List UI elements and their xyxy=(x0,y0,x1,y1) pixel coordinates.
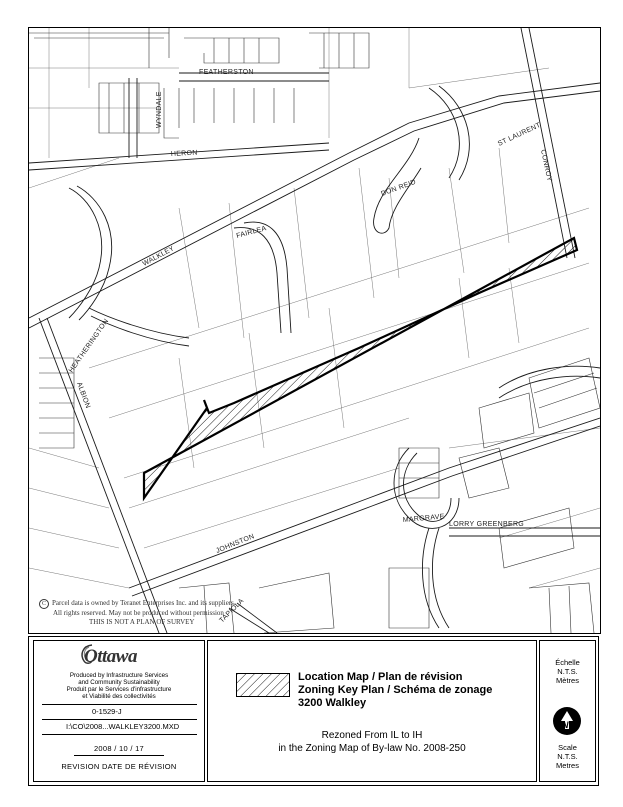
scale-french-line-3: Mètres xyxy=(556,676,579,685)
legend-title-line-3: 3200 Walkley xyxy=(298,697,367,709)
copyright-line-1: Parcel data is owned by Teranet Enterprises Inc. and its suppliers. xyxy=(52,599,236,607)
street-label-johnston: JOHNSTON xyxy=(215,533,256,555)
title-block xyxy=(28,636,599,786)
drawing-number: 0-1529-J xyxy=(92,707,122,716)
scale-french-line-2: N.T.S. xyxy=(557,667,578,676)
residential-lots xyxy=(29,28,600,633)
scale-english-line-1: Scale xyxy=(558,743,577,752)
revision-date-label: REVISION DATE DE RÉVISION xyxy=(61,762,177,771)
legend-panel xyxy=(207,640,537,782)
produit-par-line-2: et Viabilité des collectivités xyxy=(82,693,156,700)
legend-title-line-1: Location Map / Plan de révision xyxy=(298,671,463,683)
location-map xyxy=(28,27,601,634)
street-label-heatherington: HEATHERINGTON xyxy=(67,317,111,375)
street-labels xyxy=(68,69,553,624)
rezoning-note-line-1: Rezoned From IL to IH xyxy=(321,730,423,741)
street-label-tapiola: TAPIOLA xyxy=(218,597,246,625)
produced-by xyxy=(34,672,204,700)
street-label-margrave: MARGRAVE xyxy=(402,513,445,524)
divider xyxy=(74,755,164,756)
scale-panel xyxy=(539,640,596,782)
produit-par-line-1: Produit par le Services d'infrastructure xyxy=(66,686,172,693)
scale-french xyxy=(540,658,595,685)
north-arrow-icon xyxy=(553,707,581,735)
street-label-heron: HERON xyxy=(170,149,198,158)
street-label-lorry-greenberg: LORRY GREENBERG xyxy=(449,521,525,528)
hatched-site-swatch xyxy=(236,673,290,697)
scale-english-line-2: N.T.S. xyxy=(557,752,578,761)
street-label-albion: ALBION xyxy=(75,381,92,410)
revision-date-value: 2008 / 10 / 17 xyxy=(93,744,145,753)
produced-by-line-1: Produced by Infrastructure Services xyxy=(69,672,169,679)
map-drawing xyxy=(29,28,600,633)
divider xyxy=(42,704,197,705)
scale-english-line-3: Metres xyxy=(556,761,579,770)
roads xyxy=(29,28,600,633)
legend-title-line-2: Zoning Key Plan / Schéma de zonage xyxy=(298,684,493,696)
producer-panel xyxy=(33,640,205,782)
svg-text:N: N xyxy=(562,720,569,730)
file-path: I:\CO\2008...WALKLEY3200.MXD xyxy=(66,722,180,731)
street-label-featherston: FEATHERSTON xyxy=(199,69,254,76)
street-label-don-reid: DON REID xyxy=(380,178,418,198)
rezoning-note xyxy=(208,729,536,755)
ottawa-logo: Ottawa xyxy=(84,646,137,667)
legend-title xyxy=(298,671,492,710)
scale-french-line-1: Échelle xyxy=(555,658,580,667)
parcel-lines xyxy=(29,28,600,588)
copyright-icon: C xyxy=(39,599,49,609)
produced-by-line-2: and Community Sustainability xyxy=(78,679,160,686)
street-label-st-laurent: ST LAURENT xyxy=(496,121,542,148)
copyright-notice xyxy=(39,599,236,626)
street-label-conroy: CONROY xyxy=(539,148,553,183)
scale-english xyxy=(540,743,595,770)
copyright-line-3: THIS IS NOT A PLAN OF SURVEY xyxy=(89,617,195,626)
street-label-wyndale: WYNDALE xyxy=(156,91,163,128)
copyright-line-2: All rights reserved. May not be produced without permission xyxy=(53,609,224,617)
subject-site xyxy=(141,238,577,498)
divider xyxy=(42,719,197,720)
rezoning-note-line-2: in the Zoning Map of By-law No. 2008-250 xyxy=(278,743,466,754)
street-label-walkley: WALKLEY xyxy=(141,245,176,268)
divider xyxy=(42,734,197,735)
street-label-fairlea: FAIRLEA xyxy=(235,225,268,240)
